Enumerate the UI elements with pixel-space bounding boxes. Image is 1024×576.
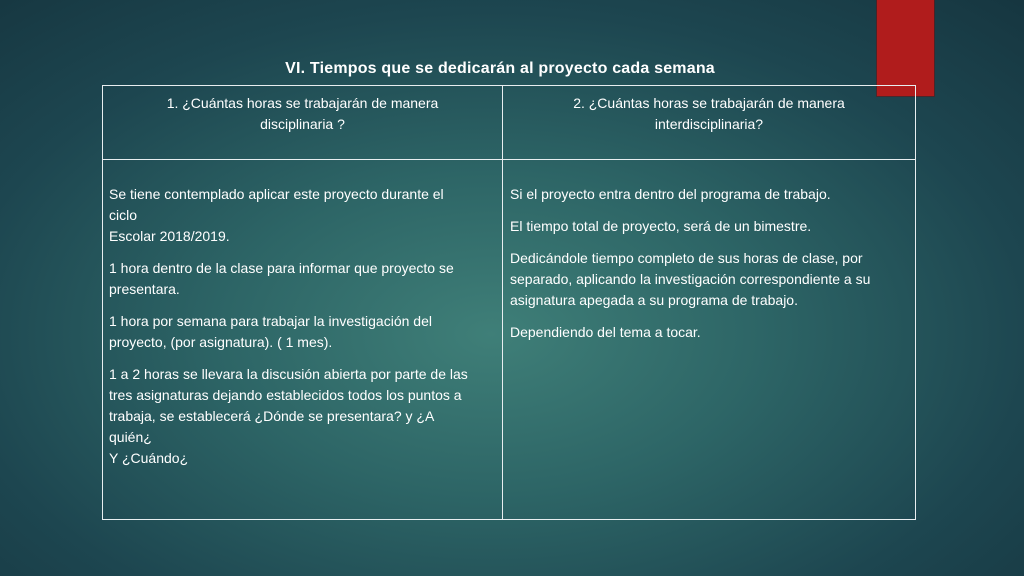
text-line: asignatura apegada a su programa de trabajo.	[510, 292, 798, 308]
text-line: quién¿	[109, 429, 152, 445]
header-1-line-2: disciplinaria ?	[260, 116, 345, 132]
paragraph-research	[109, 311, 480, 353]
paragraph-cycle	[109, 184, 480, 247]
text-line: Dependiendo del tema a tocar.	[510, 324, 701, 340]
table-body-row	[103, 160, 916, 520]
body-cell-disciplinary	[103, 160, 503, 520]
paragraph-total-time	[510, 216, 895, 237]
table-header-row	[103, 86, 916, 160]
paragraph-inform	[109, 258, 480, 300]
paragraph-discussion	[109, 364, 480, 469]
text-line: Y ¿Cuándo¿	[109, 450, 189, 466]
header-1-line-1: 1. ¿Cuántas horas se trabajarán de manera	[166, 95, 439, 111]
text-line: ciclo	[109, 207, 138, 223]
paragraph-dedication	[510, 248, 895, 311]
text-line: Escolar 2018/2019.	[109, 228, 230, 244]
text-line: 1 hora por semana para trabajar la investigación del	[109, 313, 432, 329]
header-2-line-2: interdisciplinaria?	[654, 116, 764, 132]
text-line: trabaja, se establecerá ¿Dónde se presentara? y ¿A	[109, 408, 435, 424]
text-line: proyecto, (por asignatura). ( 1 mes).	[109, 334, 333, 350]
header-cell-interdisciplinary	[503, 86, 916, 160]
header-cell-disciplinary	[103, 86, 503, 160]
schedule-table	[102, 85, 916, 520]
accent-bar	[877, 0, 934, 96]
text-line: 1 a 2 horas se llevara la discusión abierta por parte de las	[109, 366, 468, 382]
body-cell-interdisciplinary	[503, 160, 916, 520]
slide-title: VI. Tiempos que se dedicarán al proyecto cada semana	[285, 60, 715, 77]
paragraph-program	[510, 184, 895, 205]
text-line: 1 hora dentro de la clase para informar que proyecto se	[109, 260, 454, 276]
text-line: Se tiene contemplado aplicar este proyecto durante el	[109, 186, 444, 202]
paragraph-topic	[510, 322, 895, 343]
text-line: El tiempo total de proyecto, será de un bimestre.	[510, 218, 812, 234]
header-2-line-1: 2. ¿Cuántas horas se trabajarán de manera	[573, 95, 845, 111]
text-line: presentara.	[109, 281, 180, 297]
text-line: Si el proyecto entra dentro del programa de trabajo.	[510, 186, 831, 202]
text-line: tres asignaturas dejando establecidos todos los puntos a	[109, 387, 462, 403]
text-line: separado, aplicando la investigación correspondiente a su	[510, 271, 871, 287]
text-line: Dedicándole tiempo completo de sus horas de clase, por	[510, 250, 863, 266]
